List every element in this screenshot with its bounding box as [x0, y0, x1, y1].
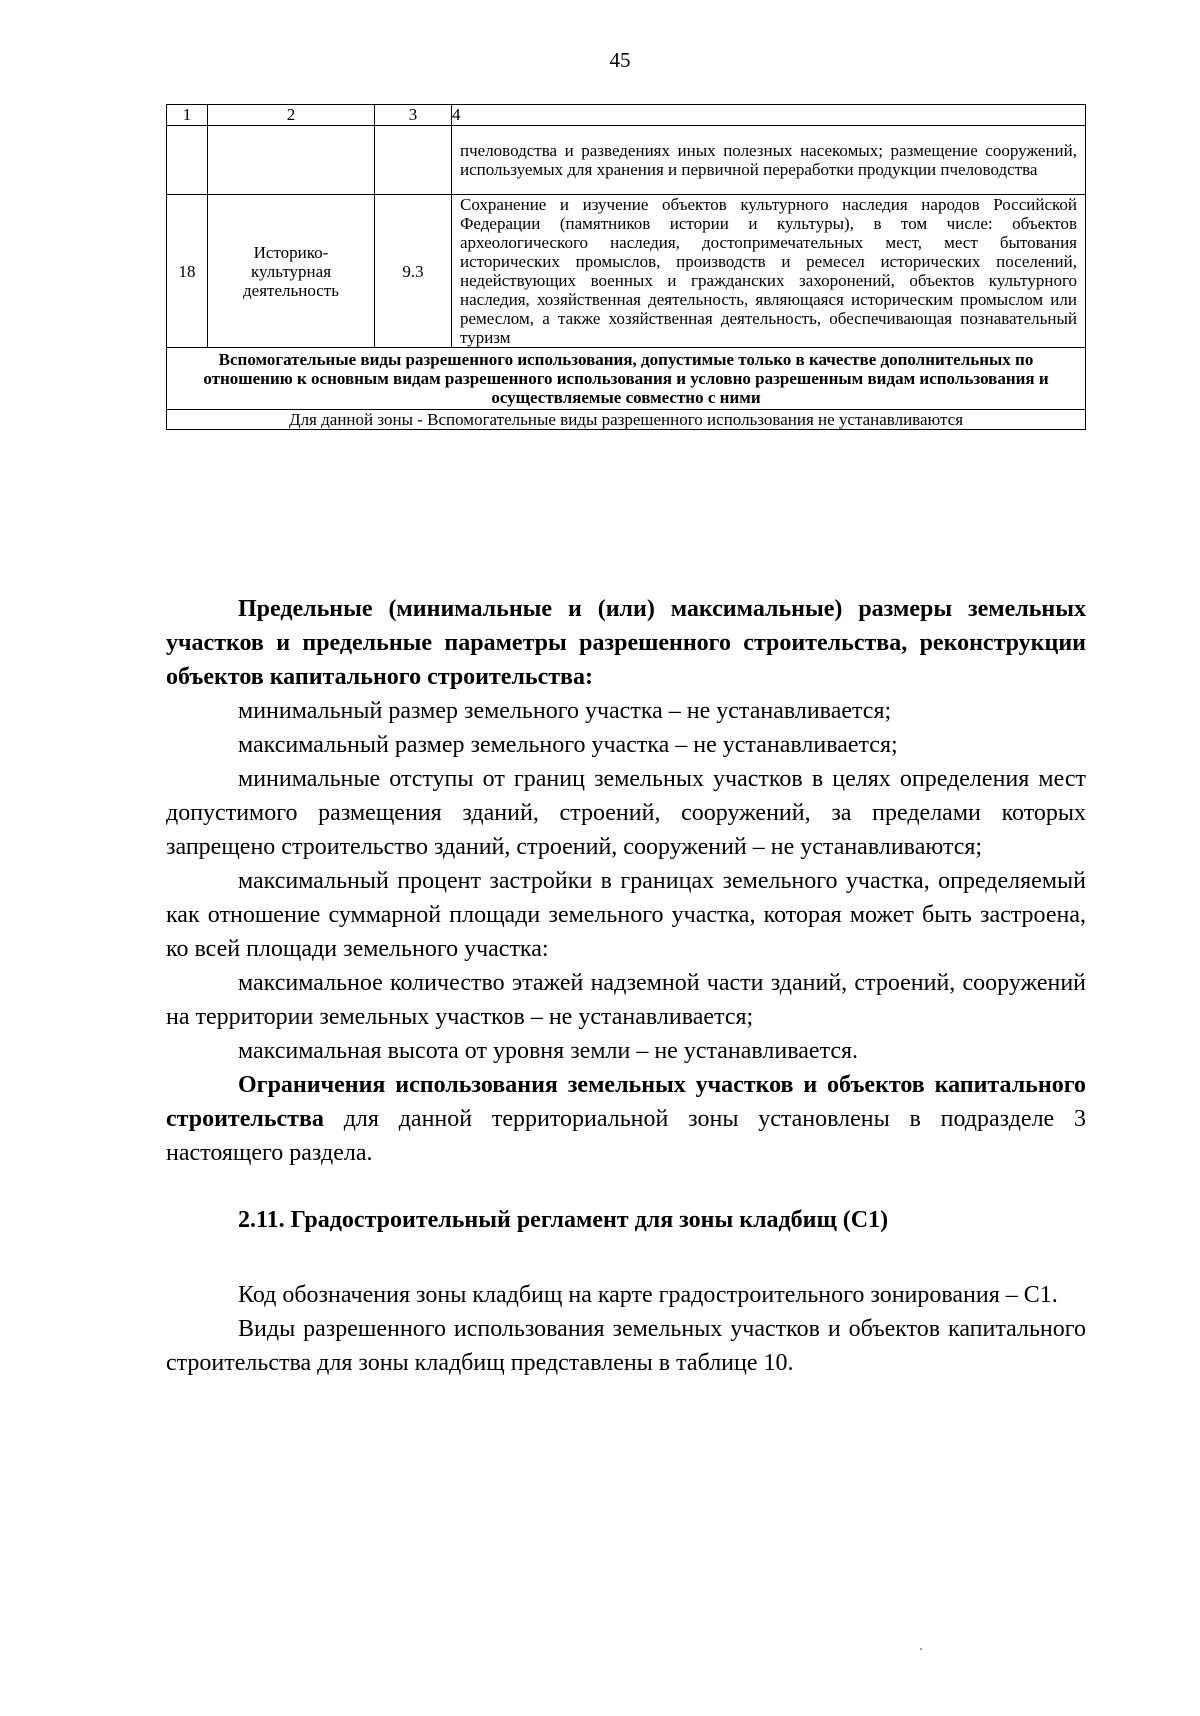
restrictions-bold: Ограничения использования земельных участков и объектов капитального строительства	[166, 1072, 1086, 1132]
cell-empty	[375, 126, 452, 195]
paragraph-zone-code: Код обозначения зоны кладбищ на карте градостроительного зонирования – С1.	[238, 1282, 1058, 1308]
section-title: 2.11. Градостроительный регламент для зоны кладбищ (С1)	[238, 1207, 889, 1233]
auxiliary-note: Для данной зоны - Вспомогательные виды разрешенного использования не устанавливаются	[167, 410, 1086, 430]
header-col-4: 4	[452, 105, 1086, 126]
paragraph-floors: максимальное количество этажей надземной части зданий, строений, сооружений на территории земельных участков – не устанавливается;	[166, 970, 1086, 1030]
cell-use-description: Сохранение и изучение объектов культурного наследия народов Российской Федерации (памятников истории и культуры), в том числе: объектов археологического наследия, достопримечательных мест, мест бытования исторических промыслов, производств и ремесел исторических поселений, недействующих военных и гражданских захоронений, объектов культурного наследия, хозяйственная деятельность, являющаяся историческим промыслом или ремеслом, а также хозяйственная деятельность, обеспечивающая познавательный туризм	[452, 195, 1086, 348]
table-row-continued	[167, 126, 1086, 195]
cell-number: 18	[167, 195, 208, 348]
body-text	[166, 592, 1086, 1380]
paragraph-height: максимальная высота от уровня земли – не устанавливается.	[238, 1038, 859, 1064]
paragraph-use-types: Виды разрешенного использования земельных участков и объектов капитального строительства для зоны кладбищ представлены в таблице 10.	[166, 1316, 1086, 1376]
table-row-auxiliary-title	[167, 348, 1086, 410]
table-row-18	[167, 195, 1086, 348]
restrictions-rest: для данной территориальной зоны установлены в подразделе 3 настоящего раздела.	[166, 1106, 1086, 1166]
paragraph-min-size: минимальный размер земельного участка – не устанавливается;	[238, 698, 892, 724]
table-row-auxiliary-note	[167, 410, 1086, 430]
cell-use-name: Историко-культурная деятельность	[208, 195, 375, 348]
cell-empty	[208, 126, 375, 195]
paragraph-restrictions	[166, 1068, 1086, 1170]
header-col-1: 1	[167, 105, 208, 126]
permitted-use-table	[166, 104, 1086, 430]
cell-description-continued: пчеловодства и разведениях иных полезных насекомых; размещение сооружений, используемых для хранения и первичной переработки продукции пчеловодства	[452, 126, 1086, 195]
header-col-2: 2	[208, 105, 375, 126]
scan-speck	[920, 1648, 922, 1650]
limits-heading: Предельные (минимальные и (или) максимальные) размеры земельных участков и предельные параметры разрешенного строительства, реконструкции объектов капитального строительства:	[166, 596, 1086, 690]
table-header-row	[167, 105, 1086, 126]
cell-empty	[167, 126, 208, 195]
paragraph-setbacks: минимальные отступы от границ земельных участков в целях определения мест допустимого размещения зданий, строений, сооружений, за пределами которых запрещено строительство зданий, строений, сооружений – не устанавливаются;	[166, 766, 1086, 860]
header-col-3: 3	[375, 105, 452, 126]
paragraph-build-percent: максимальный процент застройки в границах земельного участка, определяемый как отношение суммарной площади земельного участка, которая может быть застроена, ко всей площади земельного участка:	[166, 868, 1086, 962]
paragraph-max-size: максимальный размер земельного участка – не устанавливается;	[238, 732, 898, 758]
page-number: 45	[609, 48, 631, 72]
auxiliary-title: Вспомогательные виды разрешенного использования, допустимые только в качестве дополнительных по отношению к основным видам разрешенного использования и условно разрешенным видам использования и осуществляемые совместно с ними	[167, 348, 1086, 410]
cell-use-code: 9.3	[375, 195, 452, 348]
